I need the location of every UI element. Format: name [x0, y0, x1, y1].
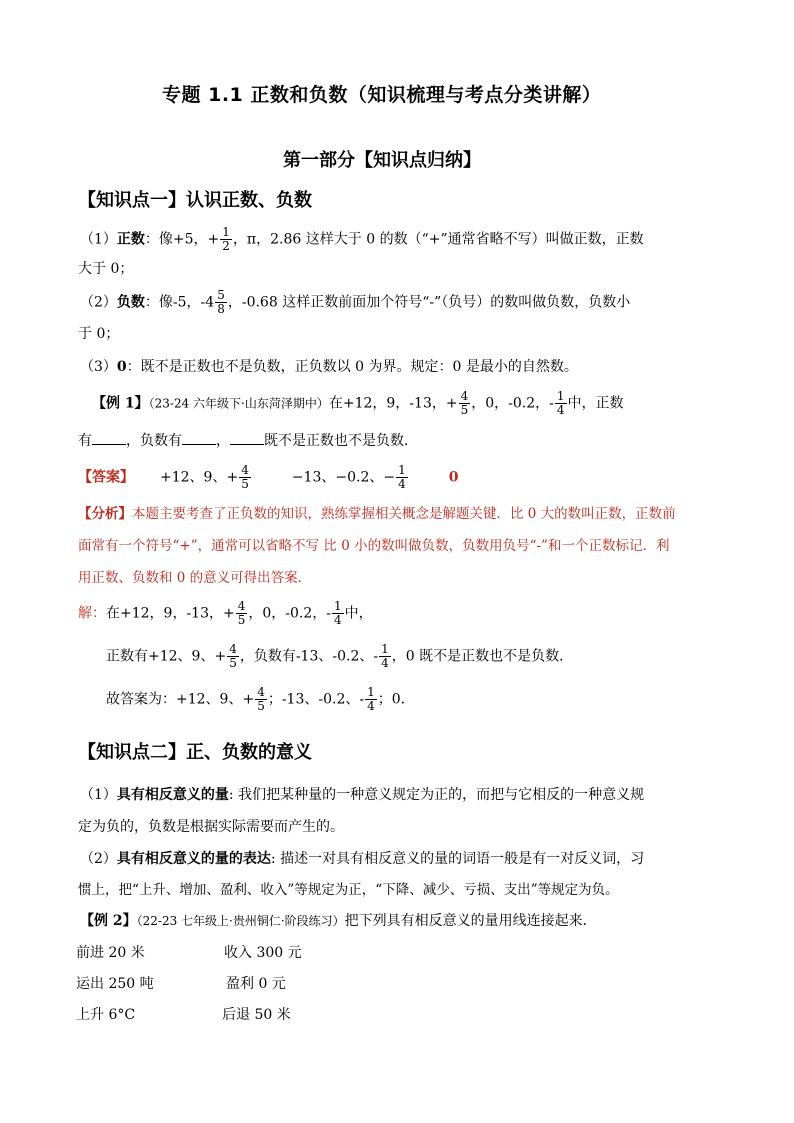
ex1-line2-d: 既不是正数也不是负数． — [264, 433, 418, 449]
ex2-source: （22-23 七年级上·贵州铜仁·阶段练习） — [136, 914, 345, 928]
solution-l3-fraction-1 — [255, 686, 267, 713]
kp1-item1-text-a: ：像+5，+ — [144, 231, 220, 248]
fraction-numerator: 4 — [241, 463, 249, 477]
fraction-denominator: 8 — [217, 302, 225, 316]
solution-l2-fraction-1 — [227, 643, 239, 670]
kp1-item2-prefix: （2） — [80, 294, 117, 311]
kp1-item1-text-b: ，π，2.86 这样大于 0 的数（“+”通常省略不写）叫做正数，正数 — [232, 231, 644, 248]
kp1-item1-fraction — [220, 226, 232, 253]
fraction-denominator: 5 — [257, 699, 265, 713]
fraction-numerator: 4 — [460, 389, 469, 403]
ex1-analysis-line1 — [78, 504, 676, 524]
kp1-item2-text-b: ，-0.68 这样正数前面加个符号“-”（负号）的数叫做负数，负数小 — [227, 294, 631, 311]
fraction-numerator: 1 — [381, 642, 389, 656]
ex2-stem-text: 把下列具有相反意义的量用线连接起来． — [344, 913, 597, 929]
ex1-label: 【例 1】 — [92, 395, 149, 412]
kp1-item3-term: 0 — [116, 359, 127, 375]
fraction-denominator: 4 — [398, 477, 406, 491]
solution-l3-b: ；-13、-0.2、- — [267, 691, 365, 708]
ex2-row-left-2: 运出 250 吨 — [76, 976, 154, 992]
kp1-item2-fraction — [215, 289, 227, 316]
ex1-line2-c: ， — [216, 433, 230, 449]
fraction-numerator: 1 — [367, 685, 375, 699]
ex2-stem — [80, 911, 597, 931]
blank-positive — [92, 430, 126, 445]
kp1-item2-term: 负数 — [116, 294, 145, 311]
ex2-row-left-1: 前进 20 米 — [76, 945, 145, 961]
kp2-item2-term: 具有相反意义的量的表达 — [116, 851, 271, 867]
fraction-denominator: 5 — [229, 656, 237, 670]
fraction-numerator: 5 — [217, 288, 225, 302]
analysis-label: 【分析】 — [78, 506, 132, 522]
ex1-source: （23-24 六年级下·山东菏泽期中） — [148, 396, 329, 411]
kp1-item1-term: 正数 — [116, 231, 145, 248]
ex1-stem-a: 在+12，9，-13，+ — [328, 395, 458, 412]
answer-label: 【答案】 — [78, 469, 134, 486]
fraction-denominator: 4 — [381, 656, 389, 670]
ex1-stem-c: 中，正数 — [567, 395, 624, 412]
kp1-item3-prefix: （3） — [80, 359, 117, 375]
solution-l1-fraction-2 — [332, 600, 344, 627]
fraction-numerator: 1 — [222, 225, 230, 239]
fraction-denominator: 5 — [237, 613, 246, 627]
kp1-item1-line2: 大于 0； — [78, 261, 134, 277]
answer-positive: +12、9、+ — [160, 469, 239, 486]
fraction-numerator: 4 — [229, 642, 237, 656]
solution-l2-c: ，0 既不是正数也不是负数． — [391, 648, 574, 665]
ex1-analysis-line2: 面常有一个符号“+”，通常可以省略不写 比 0 小的数叫做负数，负数用负号“-”和一个正数标记．利 — [78, 538, 670, 554]
fraction-numerator: 1 — [556, 389, 565, 403]
solution-l3-a: 故答案为：+12、9、+ — [106, 691, 255, 708]
blank-neither — [230, 430, 264, 445]
fraction-numerator: 4 — [237, 599, 246, 613]
kp2-heading: 【知识点二】正、负数的意义 — [78, 742, 312, 763]
fraction-denominator: 5 — [241, 477, 249, 491]
fraction-numerator: 4 — [257, 685, 265, 699]
kp1-item3 — [80, 357, 578, 377]
ex1-analysis-line3: 用正数、负数和 0 的意义可得出答案． — [78, 570, 312, 586]
ex1-solution-line1 — [78, 600, 373, 627]
ex1-line2-a: 有 — [78, 433, 92, 449]
fraction-denominator: 4 — [556, 403, 565, 417]
ex2-row-right-2: 盈利 0 元 — [226, 976, 286, 992]
kp2-item2-prefix: （2） — [80, 851, 117, 867]
solution-l3-c: ；0． — [377, 691, 415, 708]
ex1-solution-line3 — [106, 686, 415, 713]
kp2-item1-prefix: （1） — [80, 787, 117, 803]
kp1-item2-line2: 于 0； — [78, 326, 120, 342]
answer-negative-fraction — [396, 464, 408, 491]
ex1-stem — [92, 390, 624, 417]
kp1-item3-text: ：既不是正数也不是负数，正负数以 0 为界。规定：0 是最小的自然数。 — [126, 359, 578, 375]
ex2-row-right-3: 后退 50 米 — [222, 1007, 291, 1023]
part-heading: 第一部分【知识点归纳】 — [283, 150, 481, 171]
fraction-numerator: 1 — [398, 463, 406, 477]
ex1-fraction-1 — [459, 390, 471, 417]
solution-l3-fraction-2 — [365, 686, 377, 713]
kp2-item1-text: : 我们把某种量的一种意义规定为正的，而把与它相反的一种意义规 — [228, 787, 645, 803]
solution-l2-a: 正数有+12、9、+ — [106, 648, 227, 665]
ex1-fraction-2 — [555, 390, 567, 417]
solution-l1-fraction-1 — [236, 600, 248, 627]
kp2-item1-line2: 定为负的，负数是根据实际需要而产生的。 — [78, 819, 344, 835]
answer-positive-fraction — [239, 464, 251, 491]
solution-label: 解： — [78, 605, 106, 622]
kp2-item2-line2: 惯上，把“上升、增加、盈利、收入”等规定为正，“下降、减少、亏损、支出”等规定为负。 — [78, 882, 619, 898]
fraction-denominator: 2 — [222, 239, 230, 253]
solution-l2-b: ，负数有-13、-0.2、- — [239, 648, 379, 665]
ex1-line2 — [78, 430, 418, 451]
kp1-item2-text-a: ：像-5，-4 — [144, 294, 215, 311]
kp1-heading: 【知识点一】认识正数、负数 — [78, 190, 312, 211]
solution-l2-fraction-2 — [379, 643, 391, 670]
ex2-label: 【例 2】 — [80, 913, 137, 929]
page-title: 专题 1.1 正数和负数（知识梳理与考点分类讲解） — [162, 84, 602, 106]
blank-negative — [182, 430, 216, 445]
fraction-denominator: 5 — [460, 403, 469, 417]
solution-l1-b: ，0，-0.2，- — [248, 605, 332, 622]
analysis-text-1: 本题主要考查了正负数的知识，熟练掌握相关概念是解题关键．比 0 大的数叫正数，正数前 — [132, 506, 676, 522]
fraction-denominator: 4 — [367, 699, 375, 713]
fraction-denominator: 4 — [334, 613, 342, 627]
ex1-solution-line2 — [106, 643, 573, 670]
kp2-item1 — [80, 785, 644, 805]
kp1-item1-prefix: （1） — [80, 231, 117, 248]
ex2-row-right-1: 收入 300 元 — [224, 945, 302, 961]
answer-zero: 0 — [448, 469, 459, 486]
answer-negative: −13、−0.2、− — [291, 469, 396, 486]
ex1-line2-b: ，负数有 — [126, 433, 182, 449]
ex1-answer — [78, 464, 459, 491]
ex2-row-left-3: 上升 6°C — [76, 1007, 136, 1023]
kp2-item2 — [80, 849, 644, 869]
kp1-item2 — [80, 289, 630, 316]
kp2-item2-text: : 描述一对具有相反意义的量的词语一般是有一对反义词，习 — [270, 851, 645, 867]
fraction-numerator: 1 — [334, 599, 342, 613]
ex1-stem-b: ，0，-0.2，- — [471, 395, 554, 412]
kp1-item1 — [80, 226, 644, 253]
solution-l1-a: 在+12，9，-13，+ — [106, 605, 235, 622]
solution-l1-c: 中， — [344, 605, 373, 622]
kp2-item1-term: 具有相反意义的量 — [116, 787, 229, 803]
